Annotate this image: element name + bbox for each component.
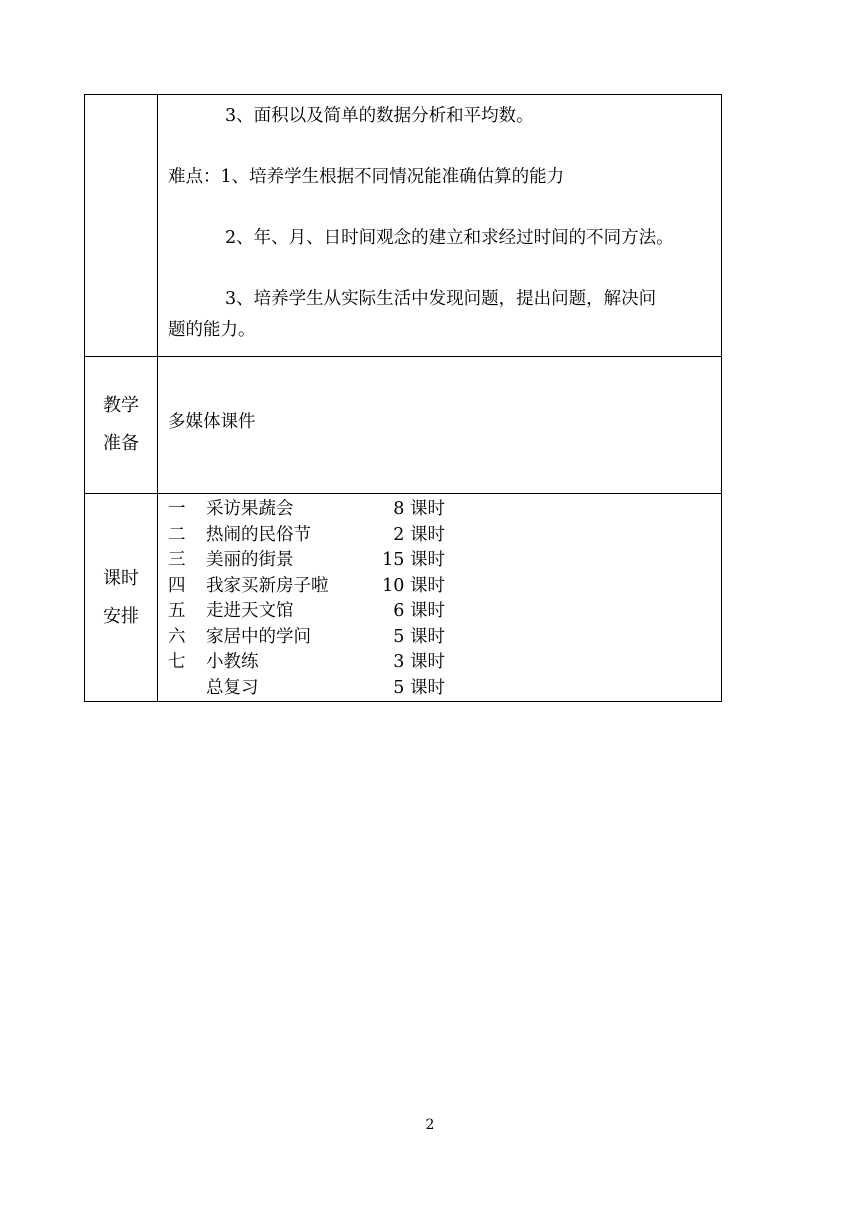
unit-name: 热闹的民俗节: [206, 524, 311, 545]
schedule-item: [168, 650, 721, 676]
difficulty-content-cell: [158, 95, 722, 357]
schedule-row: [85, 494, 722, 702]
unit-hours: 5 课时: [393, 626, 445, 647]
schedule-label-line-2: 安排: [103, 605, 139, 627]
unit-hours: 8 课时: [393, 499, 445, 519]
unit-hours: 2 课时: [393, 524, 445, 545]
unit-hours: 6 课时: [393, 601, 445, 621]
schedule-item: [168, 548, 721, 574]
unit-number: 一: [168, 499, 186, 519]
schedule-label-line-1: 课时: [103, 567, 139, 589]
teaching-prep-row: [85, 357, 722, 494]
schedule-label-cell: [85, 494, 158, 702]
content-line-5: 题的能力。: [168, 320, 256, 340]
key-difficulty-row: [85, 95, 722, 357]
unit-name: 采访果蔬会: [206, 499, 294, 519]
unit-name: 美丽的街景: [206, 550, 294, 570]
schedule-item: [168, 625, 721, 651]
content-line-1: 3、面积以及简单的数据分析和平均数。: [225, 106, 534, 126]
page-number: 2: [425, 1117, 435, 1133]
unit-hours: 15 课时: [382, 550, 445, 570]
unit-number: 四: [168, 575, 186, 596]
content-line-4: 3、培养学生从实际生活中发现问题，提出问题，解决问: [225, 289, 657, 309]
unit-number: [168, 676, 206, 702]
unit-hours: 5 课时: [393, 677, 445, 698]
empty-label-cell: [85, 95, 158, 357]
unit-name: 小教练: [206, 652, 259, 672]
lesson-plan-table: [84, 94, 722, 702]
unit-number: 五: [168, 601, 186, 621]
schedule-item: [168, 523, 721, 549]
prep-label-line-2: 准备: [103, 433, 139, 454]
schedule-item: [168, 599, 721, 625]
content-line-2: 难点：1、培养学生根据不同情况能准确估算的能力: [168, 167, 565, 187]
unit-name: 我家买新房子啦: [206, 575, 329, 596]
content-line-3: 2、年、月、日时间观念的建立和求经过时间的不同方法。: [225, 228, 674, 248]
unit-number: 三: [168, 550, 186, 570]
schedule-content-cell: [158, 494, 722, 702]
schedule-item: [168, 676, 721, 702]
unit-hours: 10 课时: [382, 575, 445, 596]
unit-name: 总复习: [206, 677, 259, 698]
unit-name: 家居中的学问: [206, 626, 311, 647]
unit-number: 七: [168, 652, 186, 672]
unit-number: 二: [168, 524, 186, 545]
prep-text: 多媒体课件: [168, 412, 256, 432]
prep-label-cell: [85, 357, 158, 494]
unit-number: 六: [168, 626, 186, 647]
schedule-item: [168, 574, 721, 600]
unit-hours: 3 课时: [393, 652, 445, 672]
schedule-list: [168, 497, 721, 701]
prep-label-line-1: 教学: [103, 395, 139, 416]
prep-content-cell: [158, 357, 722, 494]
schedule-item: [168, 497, 721, 523]
unit-name: 走进天文馆: [206, 601, 294, 621]
